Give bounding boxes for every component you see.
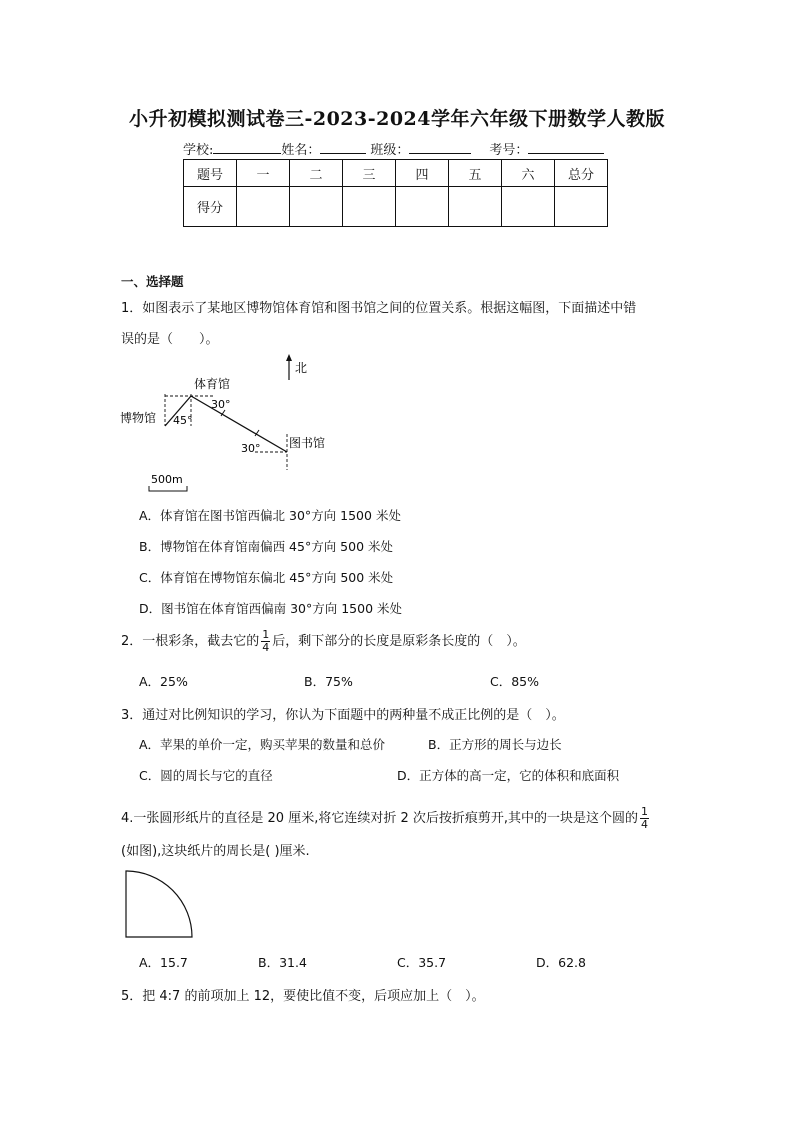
- name-label: 姓名：: [281, 143, 321, 158]
- quarter-circle-shape: [126, 871, 192, 937]
- score-table: [183, 159, 608, 227]
- header-cell: 题号: [184, 160, 237, 187]
- score-cell[interactable]: [555, 187, 608, 227]
- angle-library-label: 30°: [241, 442, 261, 455]
- q5-text: 5．把 4:7 的前项加上 12，要使比值不变，后项应加上（ ）。: [121, 989, 485, 1004]
- q2-option-a[interactable]: A．25%: [139, 674, 188, 689]
- fraction-numerator: 1: [641, 805, 649, 818]
- score-cell[interactable]: [343, 187, 396, 227]
- score-cell[interactable]: [290, 187, 343, 227]
- page-title: 小升初模拟测试卷三-2023-2024学年六年级下册数学人教版: [128, 108, 666, 130]
- exam-no-blank[interactable]: [528, 141, 604, 154]
- q3-option-c[interactable]: C．圆的周长与它的直径: [139, 768, 273, 783]
- q4-text-line1: [121, 806, 651, 831]
- gym-library-line: [191, 396, 287, 452]
- q1-option-a[interactable]: A．体育馆在图书馆西偏北 30°方向 1500 米处: [139, 508, 401, 523]
- library-label: 图书馆: [289, 436, 326, 450]
- header-cell: 总分: [555, 160, 608, 187]
- q1-option-b[interactable]: B．博物馆在体育馆南偏西 45°方向 500 米处: [139, 539, 394, 554]
- q4-option-b[interactable]: B．31.4: [258, 955, 307, 970]
- q2-text-before: 2．一根彩条，截去它的: [121, 634, 260, 649]
- scale-bar: [149, 486, 187, 491]
- score-cell[interactable]: [502, 187, 555, 227]
- class-blank[interactable]: [409, 141, 471, 154]
- angle-gym-label: 30°: [211, 398, 231, 411]
- q4-text-before: 4.一张圆形纸片的直径是 20 厘米,将它连续对折 2 次后按折痕剪开,其中的一块是这个圆的: [121, 811, 639, 826]
- q1-text-line2: 误的是（ ）。: [121, 332, 219, 347]
- score-cell[interactable]: [449, 187, 502, 227]
- q2-text: [121, 629, 526, 654]
- fraction-denominator: 4: [641, 818, 649, 831]
- score-cell[interactable]: [396, 187, 449, 227]
- north-label: 北: [295, 361, 308, 375]
- class-label: 班级：: [370, 143, 410, 158]
- north-arrowhead-icon: [286, 354, 292, 361]
- q4-text-line2: (如图),这块纸片的周长是( )厘米.: [121, 844, 310, 859]
- q3-option-a[interactable]: A．苹果的单价一定，购买苹果的数量和总价: [139, 737, 386, 752]
- header-cell: 一: [237, 160, 290, 187]
- q2-text-after: 后，剩下部分的长度是原彩条长度的（ ）。: [272, 634, 526, 649]
- name-blank[interactable]: [320, 141, 366, 154]
- q2-option-b[interactable]: B．75%: [304, 674, 353, 689]
- score-table-header-row: [184, 160, 608, 187]
- q4-fraction: [640, 806, 649, 831]
- fraction-denominator: 4: [262, 641, 270, 654]
- angle-museum-label: 45°: [173, 414, 193, 427]
- q1-option-c[interactable]: C．体育馆在博物馆东偏北 45°方向 500 米处: [139, 570, 394, 585]
- q3-option-b[interactable]: B．正方形的周长与边长: [428, 737, 562, 752]
- header-cell: 二: [290, 160, 343, 187]
- section-heading: 一、选择题: [121, 274, 184, 289]
- score-table-score-row: [184, 187, 608, 227]
- header-cell: 五: [449, 160, 502, 187]
- score-cell[interactable]: [237, 187, 290, 227]
- fraction-numerator: 1: [262, 628, 270, 641]
- gym-label: 体育馆: [194, 377, 231, 391]
- q1-position-diagram: [115, 350, 345, 495]
- student-info-line: [183, 139, 604, 158]
- museum-label: 博物馆: [120, 411, 157, 425]
- q1-option-d[interactable]: D．图书馆在体育馆西偏南 30°方向 1500 米处: [139, 601, 403, 616]
- q2-fraction: [261, 629, 270, 654]
- scale-label: 500m: [151, 473, 183, 486]
- q4-option-d[interactable]: D．62.8: [536, 955, 586, 970]
- school-label: 学校:: [183, 143, 214, 158]
- school-blank[interactable]: [213, 141, 281, 154]
- q4-option-a[interactable]: A．15.7: [139, 955, 188, 970]
- exam-no-label: 考号：: [489, 143, 529, 158]
- quarter-circle-figure: [124, 869, 196, 941]
- q3-option-d[interactable]: D．正方体的高一定，它的体积和底面积: [397, 768, 620, 783]
- header-cell: 六: [502, 160, 555, 187]
- header-cell: 四: [396, 160, 449, 187]
- score-row-label: 得分: [184, 187, 237, 227]
- header-cell: 三: [343, 160, 396, 187]
- q2-option-c[interactable]: C．85%: [490, 674, 540, 689]
- q3-text: 3．通过对比例知识的学习，你认为下面题中的两种量不成正比例的是（ ）。: [121, 708, 565, 723]
- q1-text-line1: 1．如图表示了某地区博物馆体育馆和图书馆之间的位置关系。根据这幅图，下面描述中错: [121, 301, 637, 316]
- q4-option-c[interactable]: C．35.7: [397, 955, 447, 970]
